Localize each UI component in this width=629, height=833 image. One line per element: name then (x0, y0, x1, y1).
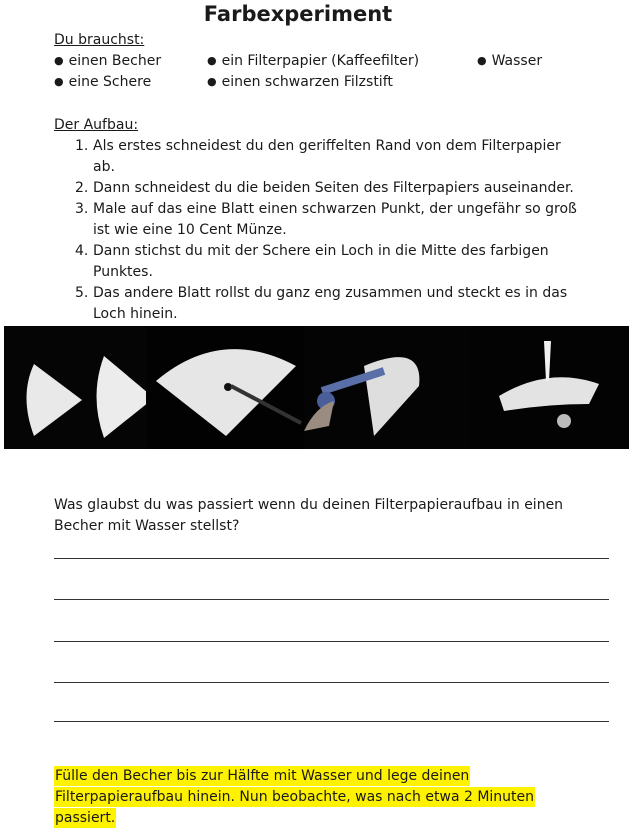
answer-line (54, 721, 609, 722)
material-item-wasser: ● Wasser (477, 51, 542, 72)
step-number: 3. (75, 201, 89, 217)
step-text: ab. (93, 159, 115, 175)
setup-heading: Der Aufbau: (54, 117, 139, 133)
instruction-text: Filterpapieraufbau hinein. Nun beobachte, was nach etwa 2 Minuten (55, 789, 535, 805)
step-text: Als erstes schneidest du den geriffelten Rand von dem Filterpapier (93, 138, 561, 154)
page-title: Farbexperiment (203, 2, 393, 26)
step-number: 5. (75, 285, 89, 301)
two-filter-halves-photo (4, 326, 162, 449)
rolled-filter-in-hole-photo (469, 326, 629, 449)
step-number: 2. (75, 180, 89, 196)
material-item-schere: ● eine Schere (54, 72, 151, 93)
photo-strip (4, 326, 629, 449)
answer-line (54, 641, 609, 642)
question-text: Becher mit Wasser stellst? (54, 518, 240, 534)
instruction-text: passiert. (55, 810, 116, 826)
answer-line (54, 558, 609, 559)
filter-with-black-dot-photo (146, 326, 306, 449)
step-text: Male auf das eine Blatt einen schwarzen Punkt, der ungefähr so groß (93, 201, 577, 217)
step-text: Punktes. (93, 264, 153, 280)
step-text: Loch hinein. (93, 306, 178, 322)
step-number: 4. (75, 243, 89, 259)
step-text: Das andere Blatt rollst du ganz eng zusammen und steckt es in das (93, 285, 568, 301)
scissors-cutting-filter-photo (304, 326, 469, 449)
answer-line (54, 682, 609, 683)
step-number: 1. (75, 138, 89, 154)
instruction-text: Fülle den Becher bis zur Hälfte mit Wasser und lege deinen (55, 768, 470, 784)
step-text: Dann stichst du mit der Schere ein Loch in die Mitte des farbigen (93, 243, 549, 259)
material-item-filzstift: ● einen schwarzen Filzstift (207, 72, 393, 93)
step-text: Dann schneidest du die beiden Seiten des Filterpapiers auseinander. (93, 180, 574, 196)
material-item-filterpapier: ● ein Filterpapier (Kaffeefilter) (207, 51, 419, 72)
question-text: Was glaubst du was passiert wenn du deinen Filterpapieraufbau in einen (54, 497, 564, 513)
material-item-becher: ● einen Becher (54, 51, 161, 72)
materials-heading: Du brauchst: (54, 32, 145, 48)
step-text: ist wie eine 10 Cent Münze. (93, 222, 287, 238)
answer-line (54, 599, 609, 600)
